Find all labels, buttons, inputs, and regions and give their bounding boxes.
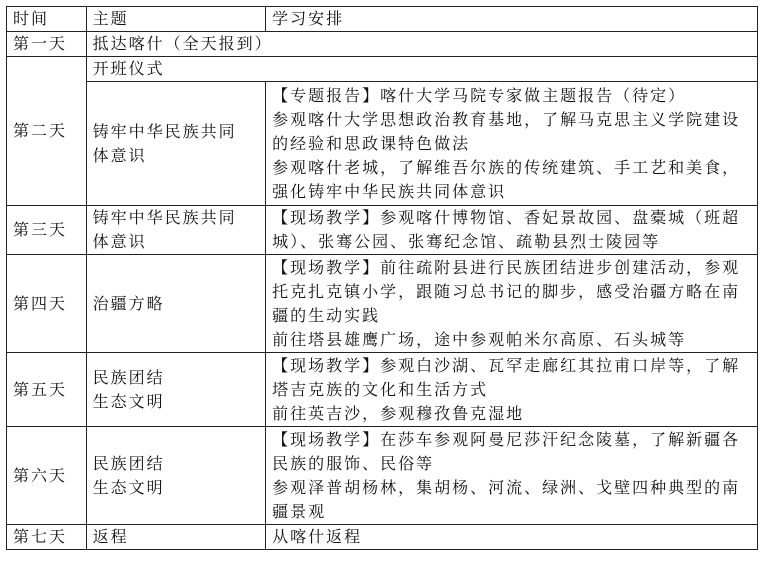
day6-topic: 民族团结 生态文明 bbox=[86, 427, 266, 525]
day5-topic: 民族团结 生态文明 bbox=[86, 353, 266, 427]
header-time: 时间 bbox=[7, 7, 87, 32]
day6-plan: 【现场教学】在莎车参观阿曼尼莎汗纪念陵墓，了解新疆各民族的服饰、民俗等 参观泽普胡杨林，集胡杨、河流、绿洲、戈壁四种典型的南疆景观 bbox=[266, 427, 758, 525]
table-row-day2 bbox=[7, 82, 758, 206]
opening-topic: 开班仪式 bbox=[86, 57, 757, 82]
table-row-day3 bbox=[7, 206, 758, 255]
day3-label: 第三天 bbox=[7, 206, 87, 255]
day5-plan: 【现场教学】参观白沙湖、瓦罕走廊红其拉甫口岸等，了解塔吉克族的文化和生活方式 前往英吉沙，参观穆孜鲁克湿地 bbox=[266, 353, 758, 427]
header-plan: 学习安排 bbox=[266, 7, 758, 32]
day2-plan: 【专题报告】喀什大学马院专家做主题报告（待定） 参观喀什大学思想政治教育基地，了解马克思主义学院建设的经验和思政课特色做法 参观喀什老城，了解维吾尔族的传统建筑、手工艺和美食，强化铸牢中华民族共同体意识 bbox=[266, 82, 758, 206]
day5-label: 第五天 bbox=[7, 353, 87, 427]
day2-topic: 铸牢中华民族共同 体意识 bbox=[86, 82, 266, 206]
schedule-table bbox=[6, 6, 758, 550]
table-row-day4 bbox=[7, 255, 758, 353]
table-row-day7 bbox=[7, 525, 758, 550]
day4-label: 第四天 bbox=[7, 255, 87, 353]
day6-label: 第六天 bbox=[7, 427, 87, 525]
day7-plan: 从喀什返程 bbox=[266, 525, 758, 550]
day1-topic: 抵达喀什（全天报到） bbox=[86, 32, 757, 57]
day2-label: 第二天 bbox=[7, 57, 87, 206]
day7-topic: 返程 bbox=[86, 525, 266, 550]
day3-topic: 铸牢中华民族共同 体意识 bbox=[86, 206, 266, 255]
table-row-opening bbox=[7, 57, 758, 82]
table-row-day1 bbox=[7, 32, 758, 57]
table-row-day6 bbox=[7, 427, 758, 525]
table-row-day5 bbox=[7, 353, 758, 427]
day1-label: 第一天 bbox=[7, 32, 87, 57]
header-row bbox=[7, 7, 758, 32]
header-topic: 主题 bbox=[86, 7, 266, 32]
day3-plan: 【现场教学】参观喀什博物馆、香妃景故园、盘橐城（班超城）、张骞公园、张骞纪念馆、疏勒县烈士陵园等 bbox=[266, 206, 758, 255]
day4-plan: 【现场教学】前往疏附县进行民族团结进步创建活动，参观托克扎克镇小学，跟随习总书记的脚步，感受治疆方略在南疆的生动实践 前往塔县雄鹰广场，途中参观帕米尔高原、石头城等 bbox=[266, 255, 758, 353]
day4-topic: 治疆方略 bbox=[86, 255, 266, 353]
day7-label: 第七天 bbox=[7, 525, 87, 550]
